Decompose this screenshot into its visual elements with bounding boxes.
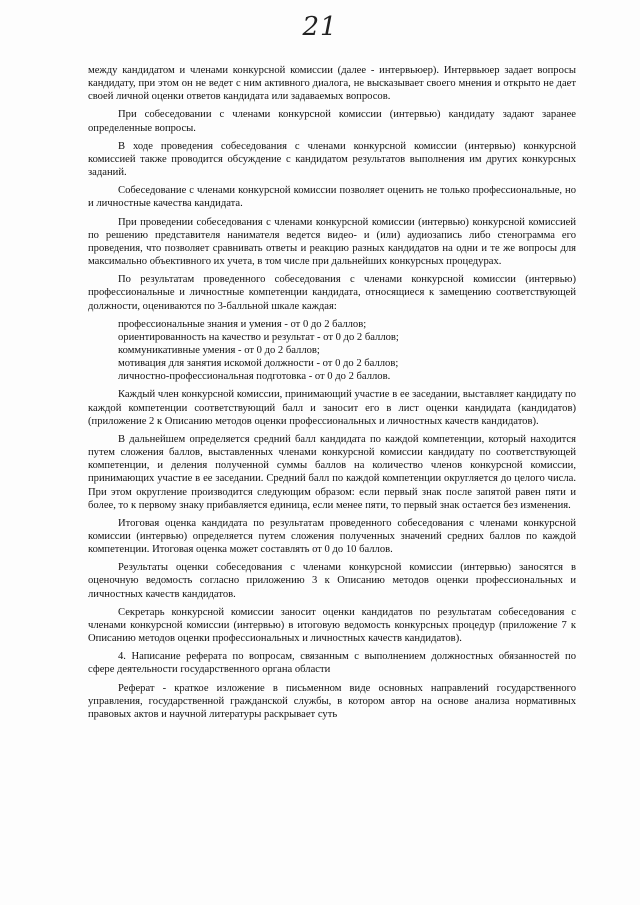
paragraph: При собеседовании с членами конкурсной комиссии (интервью) кандидату задают заранее определенные вопросы. (88, 109, 576, 134)
paragraph: между кандидатом и членами конкурсной комиссии (далее - интервьюер). Интервьюер задает вопросы кандидату, при этом он не ведет с ним активного диалога, не высказывает своего мнения и открыто не дает своей личной оценки ответов кандидата или задаваемых вопросов. (88, 65, 576, 103)
paragraph: По результатам проведенного собеседования с членами конкурсной комиссии (интервью) профессиональные и личностные компетенции кандидата, относящиеся к замещению соответствующей должности, оцениваются по 3-балльной шкале каждая: (88, 274, 576, 312)
paragraph: Секретарь конкурсной комиссии заносит оценки кандидатов по результатам собеседования с членами конкурсной комиссии (интервью) в итоговую ведомость конкурсных процедур (приложение 7 к Описанию методов оценки профессиональных и личностных качеств кандидатов). (88, 606, 576, 645)
paragraph: Результаты оценки собеседования с членами конкурсной комиссии (интервью) заносятся в оценочную ведомость согласно приложению 3 к Описанию методов оценки профессиональных и личностных качеств кандидатов. (88, 562, 576, 600)
scale-list (88, 318, 576, 384)
paragraph: Собеседование с членами конкурсной комиссии позволяет оценить не только профессиональные, но и личностные качества кандидата. (88, 185, 576, 210)
section-heading: 4. Написание реферата по вопросам, связанным с выполнением должностных обязанностей по сфере деятельности государственного органа области (88, 651, 576, 676)
list-item: профессиональные знания и умения - от 0 до 2 баллов; (118, 318, 367, 330)
list-item: личностно-профессиональная подготовка - от 0 до 2 баллов. (118, 371, 391, 383)
list-item: мотивация для занятия искомой должности - от 0 до 2 баллов; (118, 358, 399, 370)
paragraph: Реферат - краткое изложение в письменном виде основных направлений государственного управления, государственной гражданской службы, в котором автор на основе анализа нормативных правовых актов и научной литературы раскрывает суть (88, 682, 576, 720)
page-number: 21 (302, 12, 338, 42)
list-item: ориентированность на качество и результат - от 0 до 2 баллов; (118, 331, 399, 343)
paragraph: Каждый член конкурсной комиссии, принимающий участие в ее заседании, выставляет кандидату по каждой компетенции соответствующий балл и заносит его в лист оценки кандидата (кандидатов) (приложение 2 к Описанию методов оценки профессиональных и личностных качеств кандидатов). (88, 389, 576, 427)
paragraph: В ходе проведения собеседования с членами конкурсной комиссии (интервью) конкурсной комиссией также проводится обсуждение с кандидатом результатов выполнения им других конкурсных заданий. (88, 140, 576, 179)
list-item: коммуникативные умения - от 0 до 2 баллов; (118, 344, 320, 356)
paragraph: Итоговая оценка кандидата по результатам проведенного собеседования с членами конкурсной комиссии (интервью) определяется путем сложения полученных значений средних баллов по каждой компетенции. Итоговая оценка может составлять от 0 до 10 баллов. (88, 517, 576, 556)
paragraph: В дальнейшем определяется средний балл кандидата по каждой компетенции, который находится путем сложения баллов, выставленных членами конкурсной комиссии кандидату по соответствующей компетенции, и деления полученной суммы баллов на количество членов конкурсной комиссии, принимающих участие в ее заседании. Средний балл по каждой компетенции округляется до целого числа. При этом округление производится следующим образом: если первый знак после запятой равен пяти и более, то к первому знаку прибавляется единица, если менее пяти, то первый знак остается без изменения. (88, 433, 576, 511)
document-body (88, 64, 576, 726)
paragraph: При проведении собеседования с членами конкурсной комиссии (интервью) конкурсной комиссией по решению представителя нанимателя ведется видео- и (или) аудиозапись либо стенограмма его проведения, что позволяет сравнивать ответы и реакцию разных кандидатов на одни и те же вопросы для максимально объективного их учета, в том числе при дальнейших конкурсных процедурах. (88, 216, 576, 268)
